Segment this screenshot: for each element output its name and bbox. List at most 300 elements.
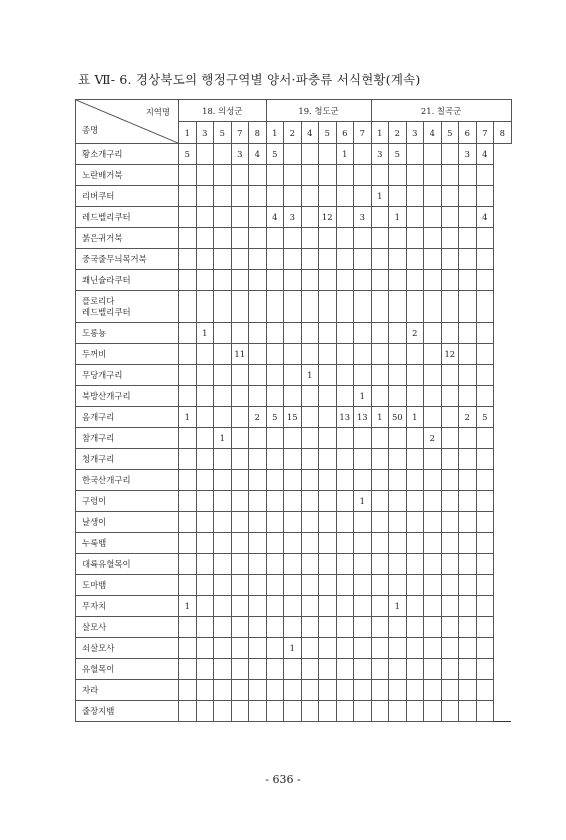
- count-cell: [284, 491, 302, 512]
- count-cell: [441, 512, 459, 533]
- count-cell: [406, 428, 424, 449]
- count-cell: 3: [284, 207, 302, 228]
- count-cell: [231, 554, 249, 575]
- count-cell: [476, 249, 494, 270]
- table-row: [76, 491, 512, 512]
- count-cell: [441, 270, 459, 291]
- count-cell: 2: [424, 428, 442, 449]
- count-cell: [196, 428, 214, 449]
- count-cell: [476, 470, 494, 491]
- count-cell: [441, 249, 459, 270]
- count-cell: [249, 386, 267, 407]
- count-cell: [214, 680, 232, 701]
- count-cell: [389, 491, 407, 512]
- count-cell: [179, 186, 197, 207]
- count-cell: [214, 365, 232, 386]
- site-number-header: 7: [231, 122, 249, 144]
- count-cell: [284, 186, 302, 207]
- count-cell: [441, 165, 459, 186]
- count-cell: [424, 291, 442, 323]
- count-cell: 1: [336, 144, 354, 165]
- count-cell: [266, 596, 284, 617]
- count-cell: [249, 470, 267, 491]
- table-row: [76, 249, 512, 270]
- count-cell: [179, 638, 197, 659]
- count-cell: [319, 638, 337, 659]
- count-cell: [354, 638, 372, 659]
- count-cell: [441, 228, 459, 249]
- count-cell: [231, 596, 249, 617]
- count-cell: [476, 701, 494, 722]
- count-cell: [441, 659, 459, 680]
- count-cell: [389, 617, 407, 638]
- count-cell: 1: [301, 365, 319, 386]
- count-cell: 1: [389, 596, 407, 617]
- count-cell: [406, 617, 424, 638]
- count-cell: [371, 291, 389, 323]
- species-name: 중국줄무늬목거북: [76, 249, 179, 270]
- count-cell: [284, 449, 302, 470]
- species-name: 쾌닌슐라쿠터: [76, 270, 179, 291]
- count-cell: 3: [231, 144, 249, 165]
- count-cell: [476, 617, 494, 638]
- count-cell: [196, 659, 214, 680]
- count-cell: [476, 386, 494, 407]
- count-cell: [319, 491, 337, 512]
- site-number-header: 4: [424, 122, 442, 144]
- count-cell: [476, 596, 494, 617]
- count-cell: [179, 428, 197, 449]
- count-cell: 5: [266, 407, 284, 428]
- count-cell: [266, 491, 284, 512]
- count-cell: [284, 659, 302, 680]
- count-cell: [389, 659, 407, 680]
- count-cell: [389, 228, 407, 249]
- habitat-table: [75, 99, 512, 722]
- site-number-header: 8: [494, 122, 512, 144]
- count-cell: [301, 428, 319, 449]
- count-cell: [231, 638, 249, 659]
- site-number-header: 3: [406, 122, 424, 144]
- count-cell: [266, 575, 284, 596]
- count-cell: [424, 207, 442, 228]
- count-cell: [336, 659, 354, 680]
- count-cell: [301, 554, 319, 575]
- count-cell: [214, 407, 232, 428]
- count-cell: [389, 386, 407, 407]
- count-cell: [301, 270, 319, 291]
- count-cell: [371, 165, 389, 186]
- count-cell: [406, 344, 424, 365]
- count-cell: [249, 291, 267, 323]
- count-cell: [336, 344, 354, 365]
- count-cell: [424, 165, 442, 186]
- count-cell: [354, 228, 372, 249]
- species-name: 자라: [76, 680, 179, 701]
- species-name: 황소개구리: [76, 144, 179, 165]
- count-cell: [476, 659, 494, 680]
- count-cell: [301, 386, 319, 407]
- count-cell: [424, 344, 442, 365]
- count-cell: [336, 186, 354, 207]
- count-cell: [214, 512, 232, 533]
- count-cell: [284, 344, 302, 365]
- count-cell: [179, 617, 197, 638]
- count-cell: [196, 617, 214, 638]
- count-cell: [319, 186, 337, 207]
- count-cell: [214, 617, 232, 638]
- count-cell: [196, 270, 214, 291]
- count-cell: [301, 228, 319, 249]
- count-cell: [336, 638, 354, 659]
- count-cell: [371, 659, 389, 680]
- count-cell: [441, 491, 459, 512]
- count-cell: [231, 575, 249, 596]
- site-number-header: 6: [336, 122, 354, 144]
- count-cell: [476, 575, 494, 596]
- count-cell: [214, 533, 232, 554]
- count-cell: 4: [249, 144, 267, 165]
- count-cell: 2: [406, 323, 424, 344]
- count-cell: [476, 533, 494, 554]
- count-cell: [406, 186, 424, 207]
- count-cell: [214, 659, 232, 680]
- table-row: [76, 407, 512, 428]
- count-cell: [319, 291, 337, 323]
- count-cell: [301, 344, 319, 365]
- count-cell: [406, 533, 424, 554]
- count-cell: [214, 470, 232, 491]
- count-cell: [266, 512, 284, 533]
- count-cell: [476, 186, 494, 207]
- species-name: 누룩뱀: [76, 533, 179, 554]
- count-cell: [214, 291, 232, 323]
- count-cell: [406, 470, 424, 491]
- count-cell: [406, 680, 424, 701]
- count-cell: [179, 491, 197, 512]
- count-cell: [231, 228, 249, 249]
- count-cell: [284, 701, 302, 722]
- species-name: 무당개구리: [76, 365, 179, 386]
- count-cell: [459, 554, 477, 575]
- count-cell: [284, 365, 302, 386]
- count-cell: [266, 344, 284, 365]
- count-cell: [459, 323, 477, 344]
- count-cell: [179, 449, 197, 470]
- site-number-header: 5: [319, 122, 337, 144]
- count-cell: [389, 512, 407, 533]
- count-cell: [371, 428, 389, 449]
- count-cell: [266, 365, 284, 386]
- count-cell: [371, 470, 389, 491]
- count-cell: [231, 428, 249, 449]
- table-row: [76, 207, 512, 228]
- count-cell: [196, 344, 214, 365]
- count-cell: [301, 680, 319, 701]
- count-cell: [179, 344, 197, 365]
- table-row: [76, 617, 512, 638]
- table-row: [76, 638, 512, 659]
- count-cell: [319, 270, 337, 291]
- count-cell: [231, 617, 249, 638]
- count-cell: [249, 207, 267, 228]
- count-cell: [336, 228, 354, 249]
- count-cell: [441, 144, 459, 165]
- count-cell: [266, 638, 284, 659]
- count-cell: [406, 165, 424, 186]
- count-cell: [301, 449, 319, 470]
- table-row: [76, 470, 512, 491]
- table-row: [76, 291, 512, 323]
- count-cell: [249, 617, 267, 638]
- count-cell: [354, 165, 372, 186]
- species-name: 플로리다 레드벨리쿠터: [76, 291, 179, 323]
- count-cell: [249, 701, 267, 722]
- count-cell: [441, 470, 459, 491]
- count-cell: [266, 186, 284, 207]
- count-cell: [389, 638, 407, 659]
- count-cell: [424, 680, 442, 701]
- count-cell: [354, 470, 372, 491]
- count-cell: [371, 512, 389, 533]
- count-cell: [389, 575, 407, 596]
- count-cell: [441, 365, 459, 386]
- count-cell: [301, 617, 319, 638]
- count-cell: [406, 291, 424, 323]
- count-cell: [231, 449, 249, 470]
- species-name: 청개구리: [76, 449, 179, 470]
- count-cell: [179, 165, 197, 186]
- count-cell: 3: [354, 207, 372, 228]
- table-row: [76, 270, 512, 291]
- count-cell: [336, 428, 354, 449]
- count-cell: [371, 270, 389, 291]
- count-cell: 4: [476, 144, 494, 165]
- count-cell: [319, 386, 337, 407]
- count-cell: 11: [231, 344, 249, 365]
- count-cell: [196, 386, 214, 407]
- count-cell: 3: [459, 144, 477, 165]
- count-cell: [284, 323, 302, 344]
- count-cell: 1: [354, 386, 372, 407]
- count-cell: [459, 575, 477, 596]
- count-cell: [196, 638, 214, 659]
- count-cell: 4: [266, 207, 284, 228]
- count-cell: [249, 680, 267, 701]
- table-row: [76, 144, 512, 165]
- species-name: 대륙유혈목이: [76, 554, 179, 575]
- count-cell: [441, 428, 459, 449]
- count-cell: [389, 533, 407, 554]
- count-cell: 2: [249, 407, 267, 428]
- count-cell: [284, 680, 302, 701]
- count-cell: [301, 638, 319, 659]
- count-cell: [459, 596, 477, 617]
- count-cell: [441, 680, 459, 701]
- count-cell: [231, 270, 249, 291]
- table-title: 표 Ⅶ- 6. 경상북도의 행정구역별 양서·파충류 서식현황(계속): [78, 72, 421, 87]
- table-row: [76, 659, 512, 680]
- count-cell: [319, 365, 337, 386]
- count-cell: [336, 270, 354, 291]
- count-cell: [476, 344, 494, 365]
- count-cell: [476, 323, 494, 344]
- count-cell: [406, 207, 424, 228]
- count-cell: [249, 596, 267, 617]
- count-cell: [249, 228, 267, 249]
- count-cell: [214, 165, 232, 186]
- count-cell: [179, 470, 197, 491]
- site-number-header: 1: [371, 122, 389, 144]
- count-cell: [371, 344, 389, 365]
- count-cell: [371, 554, 389, 575]
- count-cell: [319, 323, 337, 344]
- count-cell: [441, 323, 459, 344]
- count-cell: [179, 533, 197, 554]
- count-cell: [441, 291, 459, 323]
- count-cell: [336, 512, 354, 533]
- count-cell: [459, 291, 477, 323]
- count-cell: [459, 449, 477, 470]
- count-cell: [196, 470, 214, 491]
- count-cell: [476, 165, 494, 186]
- count-cell: [336, 165, 354, 186]
- count-cell: [371, 249, 389, 270]
- species-name: 살모사: [76, 617, 179, 638]
- count-cell: [336, 491, 354, 512]
- species-name: 노란배거북: [76, 165, 179, 186]
- count-cell: [214, 186, 232, 207]
- table-row: [76, 701, 512, 722]
- count-cell: [389, 270, 407, 291]
- count-cell: [424, 659, 442, 680]
- count-cell: [336, 386, 354, 407]
- species-name: 옴개구리: [76, 407, 179, 428]
- count-cell: [354, 512, 372, 533]
- count-cell: [301, 323, 319, 344]
- count-cell: [301, 144, 319, 165]
- count-cell: [231, 165, 249, 186]
- count-cell: [459, 365, 477, 386]
- count-cell: [441, 207, 459, 228]
- count-cell: [389, 249, 407, 270]
- count-cell: [424, 554, 442, 575]
- table-row: [76, 596, 512, 617]
- count-cell: [424, 638, 442, 659]
- count-cell: [336, 533, 354, 554]
- count-cell: [196, 249, 214, 270]
- count-cell: [406, 512, 424, 533]
- count-cell: [196, 144, 214, 165]
- count-cell: [406, 449, 424, 470]
- count-cell: [179, 365, 197, 386]
- table-row: [76, 344, 512, 365]
- site-number-header: 5: [214, 122, 232, 144]
- count-cell: [249, 323, 267, 344]
- count-cell: 1: [179, 596, 197, 617]
- count-cell: [459, 428, 477, 449]
- count-cell: [371, 207, 389, 228]
- table-corner-header: [76, 100, 179, 144]
- count-cell: [249, 659, 267, 680]
- count-cell: [476, 554, 494, 575]
- count-cell: 1: [179, 407, 197, 428]
- count-cell: [424, 186, 442, 207]
- count-cell: [319, 228, 337, 249]
- count-cell: [459, 617, 477, 638]
- count-cell: [266, 449, 284, 470]
- count-cell: [231, 249, 249, 270]
- count-cell: [231, 659, 249, 680]
- count-cell: [214, 638, 232, 659]
- count-cell: [179, 680, 197, 701]
- count-cell: 1: [371, 186, 389, 207]
- count-cell: [406, 491, 424, 512]
- count-cell: [476, 291, 494, 323]
- count-cell: 12: [319, 207, 337, 228]
- count-cell: [301, 186, 319, 207]
- count-cell: [196, 533, 214, 554]
- count-cell: [231, 512, 249, 533]
- count-cell: 1: [354, 491, 372, 512]
- count-cell: [336, 291, 354, 323]
- count-cell: [441, 186, 459, 207]
- count-cell: [231, 207, 249, 228]
- count-cell: [371, 680, 389, 701]
- count-cell: [284, 575, 302, 596]
- count-cell: [319, 344, 337, 365]
- count-cell: 5: [389, 144, 407, 165]
- count-cell: [266, 291, 284, 323]
- count-cell: [459, 165, 477, 186]
- region-header: 19. 청도군: [266, 100, 371, 122]
- count-cell: [441, 533, 459, 554]
- count-cell: [301, 407, 319, 428]
- count-cell: [266, 554, 284, 575]
- species-name: 쇠살모사: [76, 638, 179, 659]
- count-cell: [354, 323, 372, 344]
- count-cell: [424, 512, 442, 533]
- count-cell: [214, 344, 232, 365]
- count-cell: [371, 638, 389, 659]
- count-cell: [476, 680, 494, 701]
- species-name: 무자치: [76, 596, 179, 617]
- count-cell: [196, 491, 214, 512]
- count-cell: [196, 512, 214, 533]
- table-row: [76, 228, 512, 249]
- count-cell: [389, 428, 407, 449]
- count-cell: [214, 575, 232, 596]
- count-cell: [336, 470, 354, 491]
- count-cell: [319, 596, 337, 617]
- site-number-header: 3: [196, 122, 214, 144]
- species-name: 줄장지뱀: [76, 701, 179, 722]
- count-cell: [196, 291, 214, 323]
- count-cell: [319, 165, 337, 186]
- count-cell: 1: [284, 638, 302, 659]
- count-cell: [214, 701, 232, 722]
- count-cell: [249, 491, 267, 512]
- count-cell: [424, 249, 442, 270]
- count-cell: [231, 407, 249, 428]
- count-cell: [371, 575, 389, 596]
- count-cell: [424, 323, 442, 344]
- count-cell: [319, 680, 337, 701]
- count-cell: [301, 291, 319, 323]
- count-cell: [476, 449, 494, 470]
- count-cell: [179, 228, 197, 249]
- count-cell: [179, 323, 197, 344]
